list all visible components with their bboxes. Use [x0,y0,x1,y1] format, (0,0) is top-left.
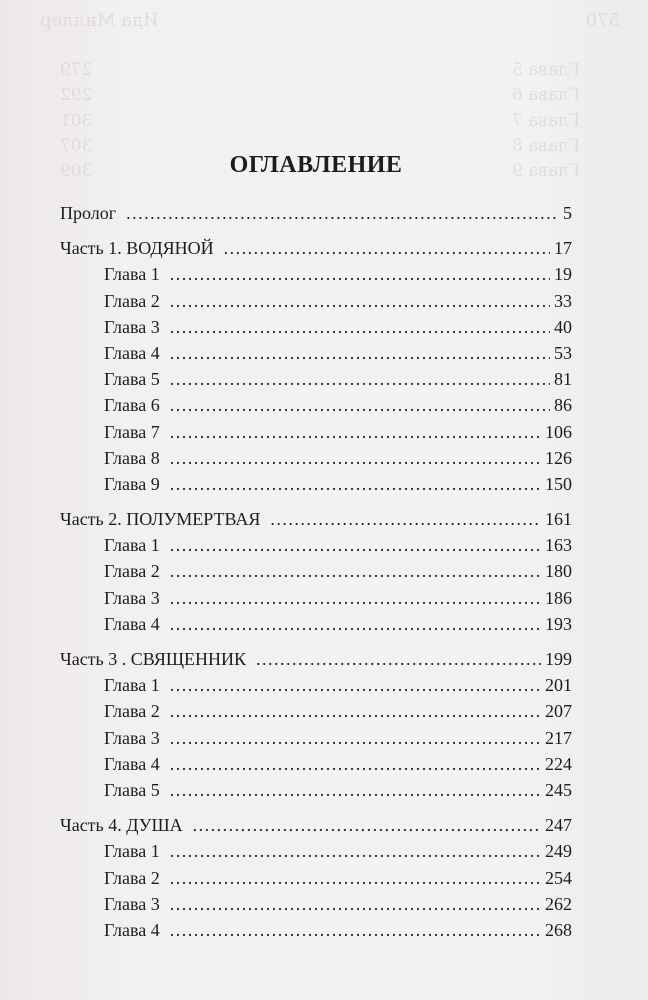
dot-leader [170,611,541,637]
toc-chapter-entry [60,751,572,777]
toc-entry-label: Глава 8 [104,447,160,468]
toc-chapter-entry [60,611,572,637]
toc-entry-label: Пролог [60,203,117,223]
toc-chapter-entry [60,865,572,891]
toc-page-number: 245 [545,779,572,800]
toc-entry-label: Глава 2 [104,290,160,311]
toc-page-number: 199 [545,649,572,669]
toc-page-number: 33 [554,290,572,311]
toc-entry-label: Глава 4 [104,753,160,774]
toc-part-entry [60,812,572,838]
toc-page-number: 86 [554,395,572,416]
toc-chapter-entry [60,471,572,497]
toc-part-entry [60,235,572,261]
dot-leader [170,366,550,392]
dot-leader [270,506,541,532]
dot-leader [170,340,550,366]
toc-entry-label: Часть 1. ВОДЯНОЙ [60,238,214,259]
toc-page-number: 180 [545,561,572,582]
dot-leader [170,672,541,698]
toc-page-number: 249 [545,841,572,862]
toc-entry-label: Глава 1 [104,675,160,696]
dot-leader [170,445,541,471]
toc-entry-label: Глава 5 [104,779,160,800]
toc-page-number: 268 [545,919,572,940]
toc-chapter-entry [60,445,572,471]
toc-chapter-entry [60,392,572,418]
toc-chapter-entry [60,419,572,445]
dot-leader [170,288,550,314]
dot-leader [170,917,541,943]
toc-chapter-entry [60,532,572,558]
toc-entry-label: Глава 3 [104,316,160,337]
ghost-entry-label: Глава 8 [511,135,580,156]
toc-chapter-entry [60,917,572,943]
toc-chapter-entry [60,891,572,917]
toc-page-number: 19 [554,264,572,285]
toc-entry-label: Глава 1 [104,264,160,285]
dot-leader [170,698,541,724]
toc-entry-label: Глава 1 [104,535,160,556]
dot-leader [170,392,550,418]
toc-chapter-entry [60,777,572,803]
toc-page-number: 254 [545,867,572,888]
toc-page-number: 53 [554,342,572,363]
dot-leader [170,585,541,611]
dot-leader [170,261,550,287]
toc-chapter-entry [60,838,572,864]
toc-part-entry [60,200,572,226]
toc-page-number: 163 [545,535,572,556]
toc-entry-label: Глава 2 [104,561,160,582]
toc-entry-label: Глава 3 [104,587,160,608]
ghost-entry-label: Глава 5 [511,60,580,80]
ghost-entry-label: Глава 9 [511,161,580,182]
toc-chapter-entry [60,672,572,698]
toc-page-number: 161 [545,509,572,530]
ghost-page-number: 570 [585,10,620,31]
toc-entry-label: Глава 9 [104,473,160,494]
toc-entry-label: Глава 4 [104,342,160,363]
dot-leader [170,419,541,445]
dot-leader [256,646,541,672]
toc-chapter-entry [60,340,572,366]
ghost-entry-page: 279 [60,60,93,80]
toc-entry-label: Глава 7 [104,421,160,442]
toc-entry-label: Глава 6 [104,395,160,416]
ghost-entry-label: Глава 7 [511,110,580,131]
dot-leader [170,725,541,751]
dot-leader [170,532,541,558]
ghost-entry-page: 301 [60,110,93,131]
toc-entry-label: Глава 3 [104,893,160,914]
toc-entry-label: Глава 3 [104,727,160,748]
dot-leader [170,751,541,777]
dot-leader [170,838,541,864]
toc-page-number: 247 [545,815,572,836]
toc-entry-label: Глава 4 [104,919,160,940]
toc-page-number: 201 [545,675,572,696]
dot-leader [193,812,541,838]
toc-entry-label: Глава 1 [104,841,160,862]
toc-entry-label: Глава 4 [104,613,160,634]
toc-entry-label: Часть 3 . СВЯЩЕННИК [60,649,247,669]
ghost-entry-label: Глава 6 [511,85,580,106]
toc-page-number: 5 [563,203,572,223]
dot-leader [224,235,550,261]
toc-entry-label: Глава 2 [104,701,160,722]
toc-chapter-entry [60,585,572,611]
toc-chapter-entry [60,725,572,751]
toc-page-number: 207 [545,701,572,722]
toc-chapter-entry [60,366,572,392]
dot-leader [170,777,541,803]
ghost-entry-page: 309 [60,161,93,182]
toc-list [60,200,572,943]
ghost-toc-entry [60,58,580,83]
toc-page-number: 81 [554,369,572,390]
toc-page-number: 186 [545,587,572,608]
ghost-entry-page: 307 [60,135,93,156]
toc-entry-label: Часть 2. ПОЛУМЕРТВАЯ [60,509,261,530]
toc-page-number: 150 [545,473,572,494]
toc-page-number: 262 [545,893,572,914]
toc-page-number: 17 [554,238,572,259]
toc-page-number: 193 [545,613,572,634]
ghost-entry-page: 292 [60,85,93,106]
toc-chapter-entry [60,261,572,287]
toc-entry-label: Глава 2 [104,867,160,888]
toc-chapter-entry [60,698,572,724]
dot-leader [170,471,541,497]
ghost-author: Ида Миллер [40,10,159,31]
dot-leader [170,314,550,340]
dot-leader [126,200,558,226]
dot-leader [170,891,541,917]
toc-entry-label: Глава 5 [104,369,160,390]
toc-page-number: 217 [545,727,572,748]
toc-part-entry [60,646,572,672]
dot-leader [170,865,541,891]
toc-page-number: 40 [554,316,572,337]
toc-page-number: 106 [545,421,572,442]
toc-part-entry [60,506,572,532]
toc-entry-label: Часть 4. ДУША [60,815,183,836]
ghost-toc-entry [60,83,580,108]
ghost-toc-entry [60,109,580,134]
page-title: ОГЛАВЛЕНИЕ [229,152,403,178]
toc-page-number: 126 [545,447,572,468]
toc-chapter-entry [60,558,572,584]
table-of-contents [60,148,572,943]
toc-chapter-entry [60,314,572,340]
toc-page-number: 224 [545,753,572,774]
toc-chapter-entry [60,288,572,314]
dot-leader [170,558,541,584]
